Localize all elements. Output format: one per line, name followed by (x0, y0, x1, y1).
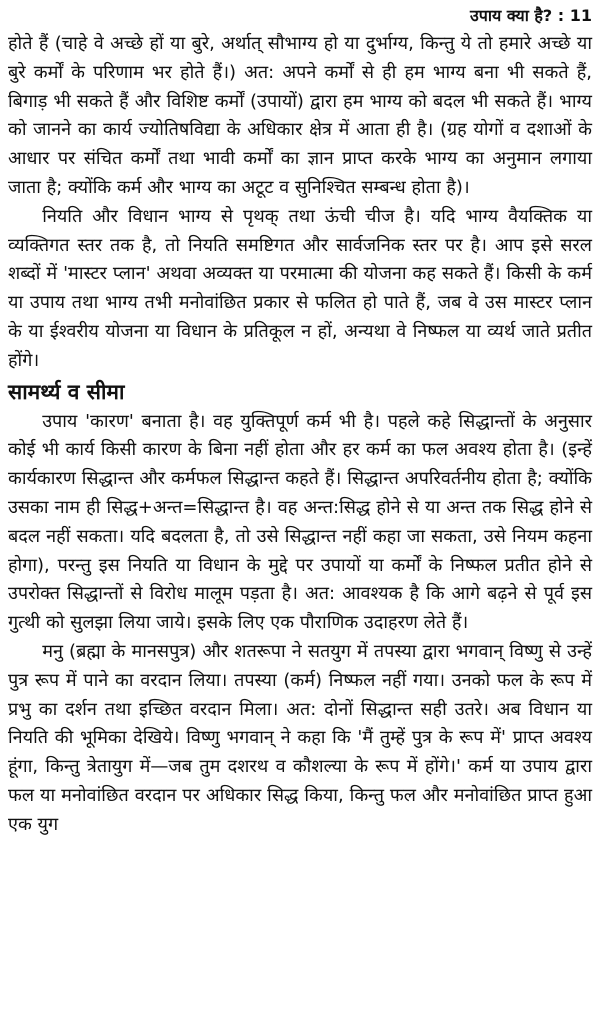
paragraph-manu-shatarupa: मनु (ब्रह्मा के मानसपुत्र) और शतरूपा ने सतयुग में तपस्या द्वारा भगवान् विष्णु से उन्हें पुत्र रूप में पाने का वरदान लिया। तपस्या (कर्म) निष्फल नहीं गया। उनको फल के रूप में प्रभु का दर्शन तथा इच्छित वरदान मिला। अत: दोनों सिद्धान्त सही उतरे। अब विधान या नियति की भूमिका देखिये। विष्णु भगवान् ने कहा कि 'मैं तुम्हें पुत्र के रूप में' प्राप्त अवश्य हूंगा, किन्तु त्रेतायुग में—जब तुम दशरथ व कौशल्या के रूप में होंगे।' कर्म या उपाय द्वारा फल या मनोवांछित वरदान पर अधिकार सिद्ध किया, किन्तु फल और मनोवांछित प्राप्त हुआ एक युग (8, 640, 592, 835)
paragraph-niyati: नियति और विधान भाग्य से पृथक् तथा ऊंची चीज है। यदि भाग्य वैयक्तिक या व्यक्तिगत स्तर तक है, तो नियति समष्टिगत और सार्वजनिक स्तर पर है। आप इसे सरल शब्दों में 'मास्टर प्लान' अथवा अव्यक्त या परमात्मा की योजना कह सकते हैं। किसी के कर्म या उपाय तथा भाग्य तभी मनोवांछित प्रकार से फलित हो पाते हैं, जब वे उस मास्टर प्लान के या ईश्वरीय योजना या विधान के प्रतिकूल न हों, अन्यथा वे निष्फल या व्यर्थ जाते प्रतीत होंगे। (8, 205, 592, 371)
section-heading: सामर्थ्य व सीमा (8, 379, 125, 404)
running-head: उपाय क्या है? : 11 (470, 6, 592, 25)
paragraph-continued: होते हैं (चाहे वे अच्छे हों या बुरे, अर्थात् सौभाग्य हो या दुर्भाग्य, किन्तु ये तो हमारे अच्छे या बुरे कर्मों के परिणाम भर होते हैं।) अत: अपने कर्मों से ही हम भाग्य बना भी सकते हैं, बिगाड़ भी सकते हैं और विशिष्ट कर्मों (उपायों) द्वारा हम भाग्य को बदल भी सकते हैं। भाग्य को जानने का कार्य ज्योतिषविद्या के अधिकार क्षेत्र में आता ही है। (ग्रह योगों व दशाओं के आधार पर संचित कर्मों तथा भावी कर्मों का ज्ञान प्राप्त करके भाग्य का अनुमान लगाया जाता है; क्योंकि कर्म और भाग्य का अटूट व सुनिश्चित सम्बन्ध होता है)। (8, 33, 592, 198)
paragraph-upay-karan: उपाय 'कारण' बनाता है। वह युक्तिपूर्ण कर्म भी है। पहले कहे सिद्धान्तों के अनुसार कोई भी कार्य किसी कारण के बिना नहीं होता और हर कर्म का फल अवश्य होता है। (इन्हें कार्यकारण सिद्धान्त और कर्मफल सिद्धान्त कहते हैं। सिद्धान्त अपरिवर्तनीय होता है; क्योंकि उसका नाम ही सिद्ध+अन्त=सिद्धान्त है। वह अन्त:सिद्ध होने से या अन्त तक सिद्ध होने से बदल नहीं सकता। यदि बदलता है, तो उसे सिद्धान्त नहीं कहा जा सकता, उसे नियम कहना होगा), परन्तु इस नियति या विधान के मुद्दे पर उपायों या कर्मों के निष्फल प्रतीत होने से उपरोक्त सिद्धान्तों से विरोध मालूम पड़ता है। अत: आवश्यक है कि आगे बढ़ने से पूर्व इस गुत्थी को सुलझा लिया जाये। इसके लिए एक पौराणिक उदाहरण लेते हैं। (8, 410, 592, 634)
